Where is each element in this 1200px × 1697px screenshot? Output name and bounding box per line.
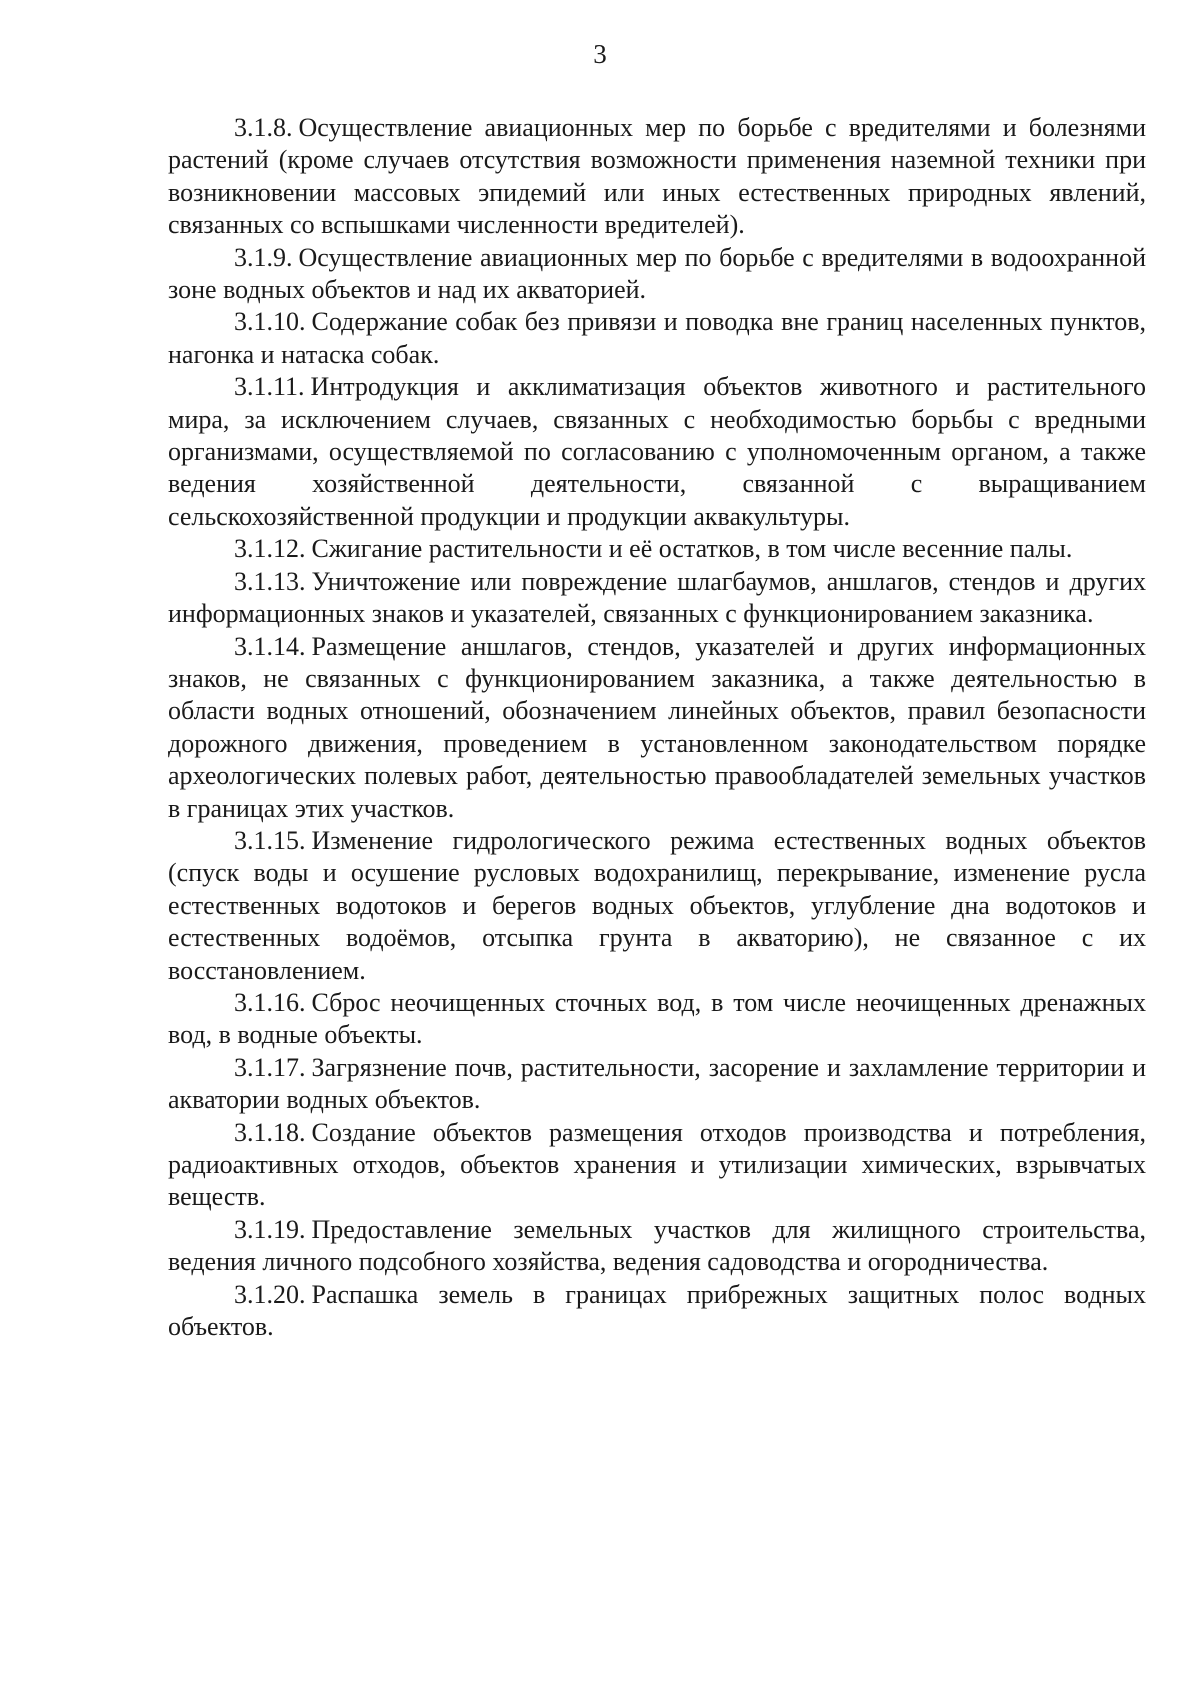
paragraph-text: Предоставление земельных участков для жилищного строительства, ведения личного подсобного хозяйства, ведения садоводства и огородничества. bbox=[168, 1214, 1146, 1277]
paragraph-number: 3.1.13. bbox=[234, 566, 306, 596]
paragraph-3-1-10 bbox=[168, 306, 1146, 371]
paragraph-3-1-9 bbox=[168, 242, 1146, 307]
paragraph-text: Содержание собак без привязи и поводка вне границ населенных пунктов, нагонка и натаска собак. bbox=[168, 307, 1146, 369]
paragraph-3-1-20 bbox=[168, 1279, 1146, 1344]
paragraph-number: 3.1.10. bbox=[234, 307, 306, 337]
paragraph-3-1-11 bbox=[168, 371, 1146, 533]
paragraph-3-1-19 bbox=[168, 1214, 1146, 1279]
paragraph-number: 3.1.14. bbox=[234, 631, 306, 661]
paragraph-3-1-12 bbox=[168, 533, 1146, 565]
paragraph-number: 3.1.17. bbox=[234, 1052, 306, 1082]
paragraph-text: Интродукция и акклиматизация объектов животного и растительного мира, за исключением случаев, связанных с необходимостью борьбы с вредными организмами, осуществляемой по согласованию с уполномоченным органом, а также ведения хозяйственной деятельности, связанной с выращиванием сельскохозяйственной продукции и продукции аквакультуры. bbox=[168, 372, 1146, 531]
document-body bbox=[168, 112, 1146, 1343]
paragraph-number: 3.1.19. bbox=[234, 1214, 306, 1244]
paragraph-number: 3.1.16. bbox=[234, 987, 306, 1017]
paragraph-3-1-13 bbox=[168, 566, 1146, 631]
paragraph-text: Создание объектов размещения отходов производства и потребления, радиоактивных отходов, объектов хранения и утилизации химических, взрывчатых веществ. bbox=[168, 1117, 1146, 1212]
paragraph-number: 3.1.9. bbox=[234, 242, 293, 272]
paragraph-3-1-8 bbox=[168, 112, 1146, 242]
paragraph-number: 3.1.18. bbox=[234, 1117, 306, 1147]
paragraph-text: Размещение аншлагов, стендов, указателей и других информационных знаков, не связанных с функционированием заказника, а также деятельностью в области водных отношений, обозначением линейных объектов, правил безопасности дорожного движения, проведением в установленном законодательством порядке археологических полевых работ, деятельностью правообладателей земельных участков в границах этих участков. bbox=[168, 631, 1146, 823]
paragraph-number: 3.1.15. bbox=[234, 825, 306, 855]
paragraph-text: Осуществление авиационных мер по борьбе с вредителями и болезнями растений (кроме случаев отсутствия возможности применения наземной техники при возникновении массовых эпидемий или иных естественных природных явлений, связанных со вспышками численности вредителей). bbox=[168, 113, 1146, 240]
paragraph-number: 3.1.11. bbox=[234, 372, 305, 402]
paragraph-3-1-15 bbox=[168, 825, 1146, 987]
paragraph-number: 3.1.8. bbox=[234, 113, 293, 142]
paragraph-text: Распашка земель в границах прибрежных защитных полос водных объектов. bbox=[168, 1279, 1146, 1342]
paragraph-3-1-16 bbox=[168, 987, 1146, 1052]
page-number: 3 bbox=[593, 39, 607, 69]
paragraph-text: Уничтожение или повреждение шлагбаумов, аншлагов, стендов и других информационных знаков и указателей, связанных с функционированием заказника. bbox=[168, 566, 1146, 629]
paragraph-number: 3.1.12. bbox=[234, 534, 306, 564]
paragraph-3-1-17 bbox=[168, 1052, 1146, 1117]
paragraph-number: 3.1.20. bbox=[234, 1279, 306, 1309]
paragraph-text: Загрязнение почв, растительности, засорение и захламление территории и акватории водных объектов. bbox=[168, 1052, 1146, 1115]
paragraph-text: Осуществление авиационных мер по борьбе с вредителями в водоохранной зоне водных объектов и над их акваторией. bbox=[168, 242, 1146, 305]
paragraph-text: Изменение гидрологического режима естественных водных объектов (спуск воды и осушение русловых водохранилищ, перекрывание, изменение русла естественных водотоков и берегов водных объектов, углубление дна водотоков и естественных водоёмов, отсыпка грунта в акваторию), не связанное с их восстановлением. bbox=[168, 825, 1146, 985]
paragraph-3-1-18 bbox=[168, 1117, 1146, 1214]
paragraph-3-1-14 bbox=[168, 631, 1146, 825]
paragraph-text: Сброс неочищенных сточных вод, в том числе неочищенных дренажных вод, в водные объекты. bbox=[168, 987, 1146, 1050]
paragraph-text: Сжигание растительности и её остатков, в том числе весенние палы. bbox=[311, 534, 1073, 564]
